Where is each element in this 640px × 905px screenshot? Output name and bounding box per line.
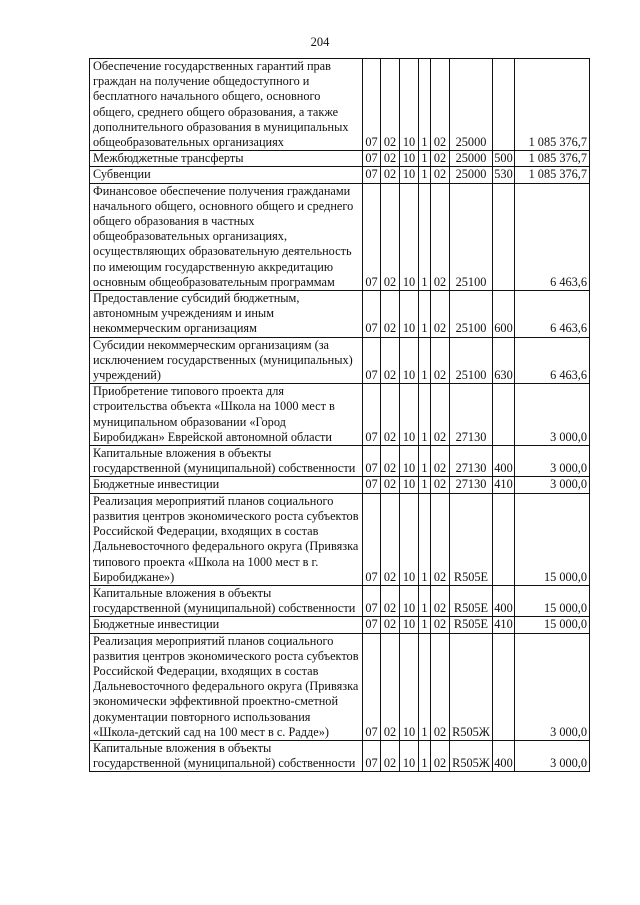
table-row [90, 585, 590, 616]
subsection-cell: 02 [381, 59, 400, 151]
expense-type-cell: 630 [493, 337, 515, 384]
subsection-cell: 02 [381, 585, 400, 616]
amount-cell: 1 085 376,7 [515, 151, 590, 167]
section-cell: 07 [363, 151, 381, 167]
main-event-cell: 02 [431, 59, 450, 151]
expense-name-cell: Межбюджетные трансферты [90, 151, 363, 167]
subprogram-cell: 1 [419, 291, 431, 338]
amount-cell: 15 000,0 [515, 493, 590, 585]
expense-type-cell [493, 384, 515, 446]
budget-table [89, 58, 590, 772]
expense-type-cell: 400 [493, 740, 515, 771]
subprogram-cell: 1 [419, 446, 431, 477]
table-row [90, 167, 590, 183]
subsection-cell: 02 [381, 384, 400, 446]
expense-type-cell [493, 633, 515, 740]
target-code-cell: R505E [450, 585, 493, 616]
table-row [90, 151, 590, 167]
program-cell: 10 [400, 151, 419, 167]
main-event-cell: 02 [431, 633, 450, 740]
expense-type-cell: 410 [494, 617, 513, 632]
expense-type-cell: 600 [493, 291, 515, 338]
subsection-cell: 02 [381, 740, 400, 771]
expense-name-cell: Приобретение типового проекта для строительства объекта «Школа на 1000 мест в муниципальном образовании «Город Биробиджан» Еврейской автономной области [90, 384, 363, 446]
table-row [90, 384, 590, 446]
subsection-cell: 02 [381, 151, 400, 167]
amount-cell: 3 000,0 [515, 633, 590, 740]
main-event-cell: 02 [431, 617, 450, 633]
subsection-cell: 02 [381, 337, 400, 384]
main-event-cell: 02 [431, 151, 450, 167]
target-code-cell: R505Ж [450, 633, 493, 740]
section-cell: 07 [363, 477, 381, 493]
subsection-cell: 02 [381, 167, 400, 183]
expense-type-cell: 400 [493, 585, 515, 616]
expense-type-cell [493, 59, 515, 151]
subprogram-cell: 1 [419, 59, 431, 151]
program-cell: 10 [400, 585, 419, 616]
main-event-cell: 02 [431, 585, 450, 616]
expense-name-cell: Капитальные вложения в объекты государственной (муниципальной) собственности [90, 740, 363, 771]
target-code-cell: R505E [450, 617, 493, 633]
target-code-cell: 25100 [450, 291, 493, 338]
table-row [90, 617, 590, 633]
subsection-cell: 02 [381, 291, 400, 338]
expense-type-cell: 410 [494, 477, 513, 492]
expense-name-cell: Субсидии некоммерческим организациям (за исключением государственных (муниципальных) учреждений) [90, 337, 363, 384]
amount-cell: 6 463,6 [515, 183, 590, 290]
table-row [90, 477, 590, 493]
target-code-cell: 25100 [450, 337, 493, 384]
expense-type-cell: 530 [494, 167, 513, 182]
table-row [90, 183, 590, 290]
main-event-cell: 02 [431, 167, 450, 183]
expense-name-cell: Обеспечение государственных гарантий прав граждан на получение общедоступного и бесплатного начального общего, основного общего, среднего общего образования, а также дополнительного образования в муниципальных общеобразовательных организациях [90, 59, 363, 151]
program-cell: 10 [400, 59, 419, 151]
program-cell: 10 [400, 167, 419, 183]
expense-name-cell: Капитальные вложения в объекты государственной (муниципальной) собственности [90, 585, 363, 616]
main-event-cell: 02 [431, 446, 450, 477]
subsection-cell: 02 [381, 183, 400, 290]
amount-cell: 15 000,0 [515, 617, 590, 633]
target-code-cell: 25000 [450, 167, 493, 183]
subprogram-cell: 1 [419, 167, 431, 183]
amount-cell: 15 000,0 [515, 585, 590, 616]
program-cell: 10 [400, 633, 419, 740]
section-cell: 07 [363, 384, 381, 446]
section-cell: 07 [363, 183, 381, 290]
section-cell: 07 [363, 59, 381, 151]
target-code-cell: 27130 [450, 446, 493, 477]
section-cell: 07 [363, 291, 381, 338]
subsection-cell: 02 [381, 446, 400, 477]
subsection-cell: 02 [381, 617, 400, 633]
expense-name-cell: Бюджетные инвестиции [90, 477, 363, 493]
amount-cell: 6 463,6 [515, 291, 590, 338]
amount-cell: 3 000,0 [515, 384, 590, 446]
subprogram-cell: 1 [419, 585, 431, 616]
target-code-cell: R505E [450, 493, 493, 585]
program-cell: 10 [400, 446, 419, 477]
subprogram-cell: 1 [419, 477, 431, 493]
expense-type-cell: 400 [493, 446, 515, 477]
expense-name-cell: Капитальные вложения в объекты государственной (муниципальной) собственности [90, 446, 363, 477]
expense-name-cell: Субвенции [90, 167, 363, 183]
table-row [90, 493, 590, 585]
expense-type-cell [493, 493, 515, 585]
target-code-cell: 25000 [450, 151, 493, 167]
amount-cell: 1 085 376,7 [515, 59, 590, 151]
program-cell: 10 [400, 384, 419, 446]
main-event-cell: 02 [431, 384, 450, 446]
amount-cell: 6 463,6 [515, 337, 590, 384]
section-cell: 07 [363, 633, 381, 740]
main-event-cell: 02 [431, 740, 450, 771]
page-number: 204 [310, 35, 330, 49]
target-code-cell: 25000 [450, 59, 493, 151]
expense-name-cell: Реализация мероприятий планов социального развития центров экономического роста субъектов Российской Федерации, входящих в состав Дальневосточного федерального округа (Привязка экономически эффективной проектно-сметной документации повторного использования «Школа-детский сад на 100 мест в с. Радде») [90, 633, 363, 740]
program-cell: 10 [400, 740, 419, 771]
subsection-cell: 02 [381, 477, 400, 493]
expense-name-cell: Финансовое обеспечение получения гражданами начального общего, основного общего и среднего общего образования в частных общеобразовательных организациях, осуществляющих образовательную деятельность по имеющим государственную аккредитацию основным общеобразовательным программам [90, 183, 363, 290]
subprogram-cell: 1 [419, 384, 431, 446]
program-cell: 10 [400, 291, 419, 338]
main-event-cell: 02 [431, 337, 450, 384]
program-cell: 10 [400, 477, 419, 493]
amount-cell: 3 000,0 [515, 446, 590, 477]
program-cell: 10 [400, 493, 419, 585]
expense-type-cell [493, 183, 515, 290]
subprogram-cell: 1 [419, 493, 431, 585]
amount-cell: 3 000,0 [515, 740, 590, 771]
main-event-cell: 02 [431, 291, 450, 338]
subsection-cell: 02 [381, 633, 400, 740]
table-row [90, 59, 590, 151]
section-cell: 07 [363, 617, 381, 633]
amount-cell: 3 000,0 [515, 477, 590, 493]
table-row [90, 633, 590, 740]
expense-name-cell: Бюджетные инвестиции [90, 617, 363, 633]
main-event-cell: 02 [431, 183, 450, 290]
section-cell: 07 [363, 446, 381, 477]
amount-cell: 1 085 376,7 [515, 167, 590, 183]
target-code-cell: R505Ж [450, 740, 493, 771]
program-cell: 10 [400, 617, 419, 633]
subprogram-cell: 1 [419, 633, 431, 740]
table-row [90, 446, 590, 477]
table-row [90, 291, 590, 338]
expense-name-cell: Предоставление субсидий бюджетным, автономным учреждениям и иным некоммерческим организациям [90, 291, 363, 338]
section-cell: 07 [363, 167, 381, 183]
table-row [90, 337, 590, 384]
program-cell: 10 [400, 183, 419, 290]
main-event-cell: 02 [431, 477, 450, 493]
subprogram-cell: 1 [419, 151, 431, 167]
target-code-cell: 27130 [450, 384, 493, 446]
section-cell: 07 [363, 493, 381, 585]
target-code-cell: 25100 [450, 183, 493, 290]
section-cell: 07 [363, 585, 381, 616]
table-row [90, 740, 590, 771]
expense-name-cell: Реализация мероприятий планов социального развития центров экономического роста субъектов Российской Федерации, входящих в состав Дальневосточного федерального округа (Привязка типового проекта «Школа на 1000 мест в г. Биробиджане») [90, 493, 363, 585]
subprogram-cell: 1 [419, 337, 431, 384]
section-cell: 07 [363, 337, 381, 384]
expense-type-cell: 500 [494, 151, 513, 166]
section-cell: 07 [363, 740, 381, 771]
main-event-cell: 02 [431, 493, 450, 585]
subsection-cell: 02 [381, 493, 400, 585]
subprogram-cell: 1 [419, 183, 431, 290]
program-cell: 10 [400, 337, 419, 384]
subprogram-cell: 1 [419, 740, 431, 771]
subprogram-cell: 1 [419, 617, 431, 633]
target-code-cell: 27130 [450, 477, 493, 493]
